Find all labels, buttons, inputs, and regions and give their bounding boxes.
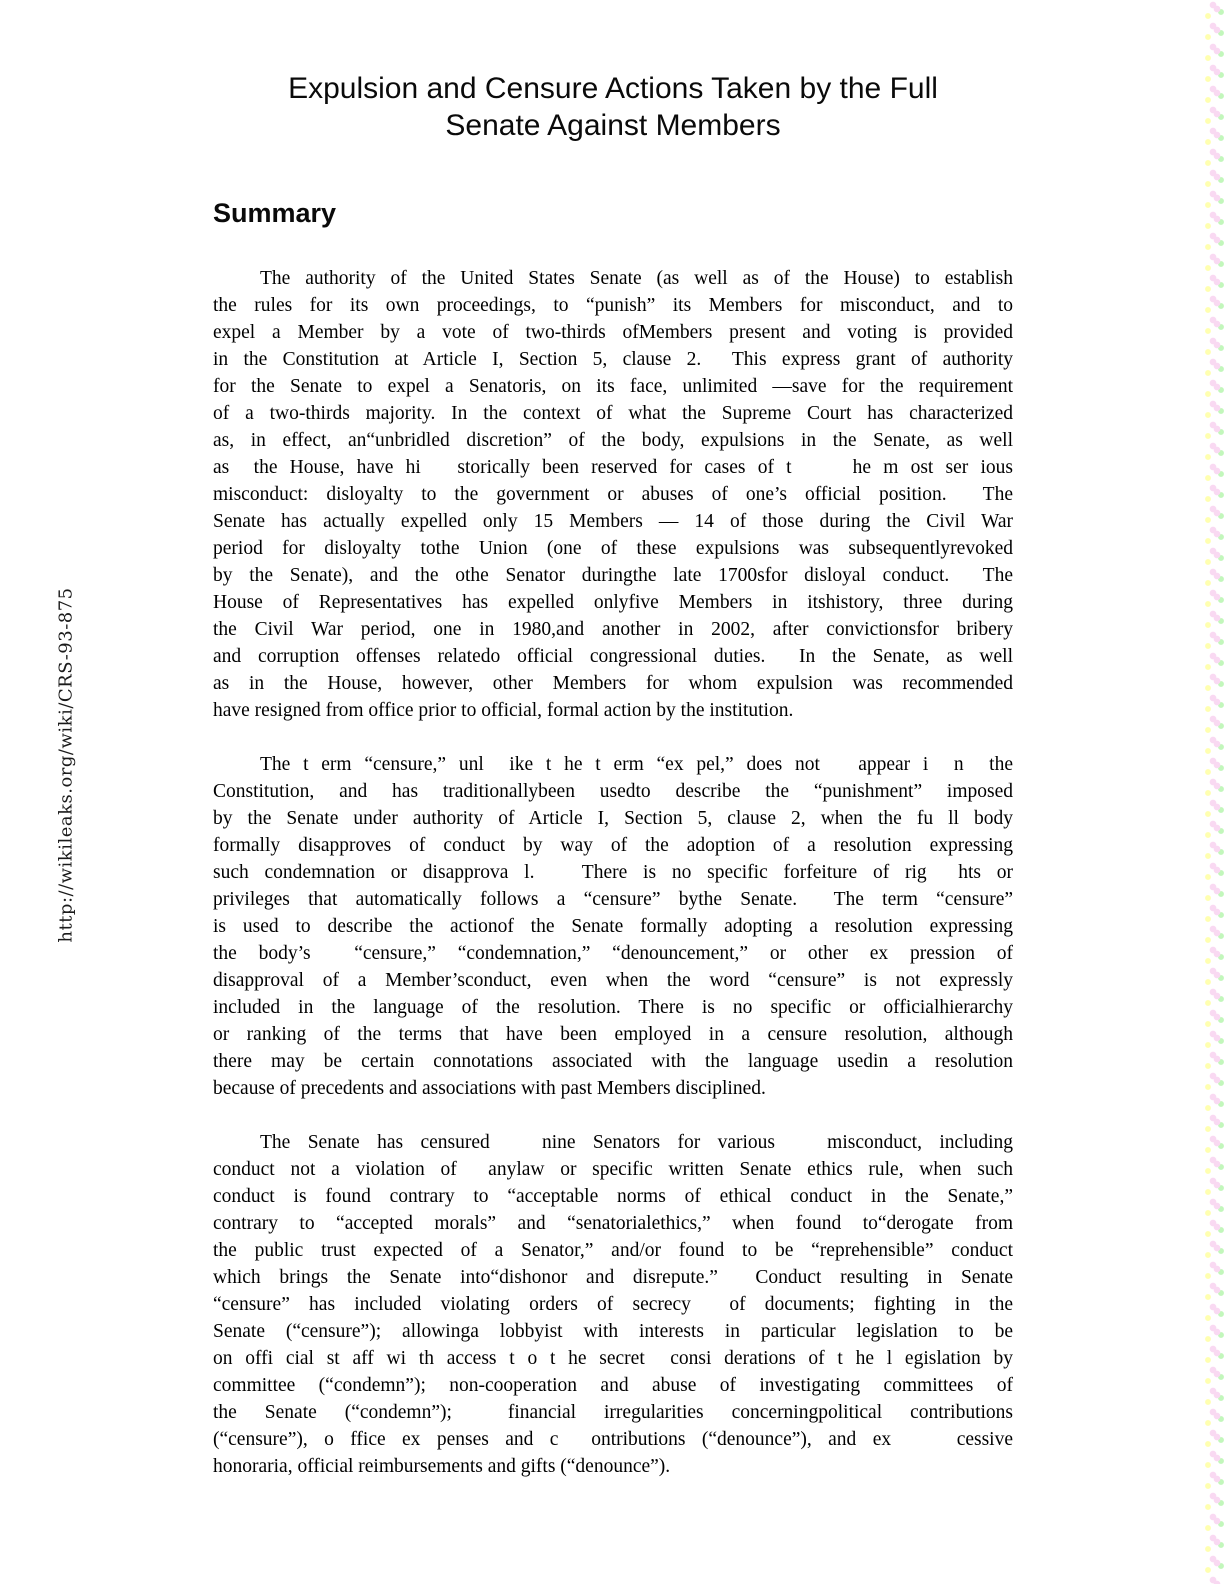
watermark-edge-pattern [1204,0,1224,1584]
text-line: of a two-thirds majority. In the context of what the Supreme Court has characterized [213,403,1013,424]
text-line: committee (“condemn”); non-cooperation and abuse of investigating committees of [213,1375,1013,1396]
page-title-line-2: Senate Against Members [445,109,781,142]
text-line: the Civil War period, one in 1980,and another in 2002, after convictionsfor bribery [213,619,1013,640]
paragraph-1 [213,265,1013,724]
text-line: The Senate has censured nine Senators for various misconduct, including [260,1132,1013,1153]
text-line: conduct not a violation of anylaw or specific written Senate ethics rule, when such [213,1159,1013,1180]
text-line: disapproval of a Member’sconduct, even when the word “censure” is not expressly [213,970,1013,991]
text-line: contrary to “accepted morals” and “senatorialethics,” when found to“derogate from [213,1213,1013,1234]
document-content [213,0,1013,1480]
text-line: Constitution, and has traditionallybeen usedto describe the “punishment” imposed [213,781,1013,802]
text-line: have resigned from office prior to official, formal action by the institution. [213,700,794,721]
text-line: which brings the Senate into“dishonor and disrepute.” Conduct resulting in Senate [213,1267,1013,1288]
page-title-line-1: Expulsion and Censure Actions Taken by the Full [288,72,938,105]
text-line: House of Representatives has expelled onlyfive Members in itshistory, three during [213,592,1013,613]
text-line: “censure” has included violating orders of secrecy of documents; fighting in the [213,1294,1013,1315]
summary-heading: Summary [213,198,337,228]
text-line: by the Senate), and the othe Senator duringthe late 1700sfor disloyal conduct. The [213,565,1013,586]
text-line: The t erm “censure,” unl ike t he t erm “ex pel,” does not appear i n the [260,754,1013,775]
text-line: and corruption offenses relatedo official congressional duties. In the Senate, as well [213,646,1013,667]
text-line: period for disloyalty tothe Union (one of these expulsions was subsequentlyrevoked [213,538,1013,559]
text-line: the Senate (“condemn”); financial irregularities concerningpolitical contributions [213,1402,1013,1423]
text-line: included in the language of the resolution. There is no specific or officialhierarchy [213,997,1013,1018]
text-line: conduct is found contrary to “acceptable norms of ethical conduct in the Senate,” [213,1186,1013,1207]
text-line: Senate has actually expelled only 15 Members — 14 of those during the Civil War [213,511,1013,532]
text-line: expel a Member by a vote of two-thirds ofMembers present and voting is provided [213,322,1013,343]
page-title [213,70,1013,144]
text-line: privileges that automatically follows a “censure” bythe Senate. The term “censure” [213,889,1013,910]
text-line: formally disapproves of conduct by way of the adoption of a resolution expressing [213,835,1013,856]
text-line: misconduct: disloyalty to the government or abuses of one’s official position. The [213,484,1013,505]
text-line: the body’s “censure,” “condemnation,” “denouncement,” or other ex pression of [213,943,1013,964]
text-line: there may be certain connotations associated with the language usedin a resolution [213,1051,1013,1072]
text-line: for the Senate to expel a Senatoris, on its face, unlimited —save for the requirement [213,376,1013,397]
text-line: by the Senate under authority of Article I, Section 5, clause 2, when the fu ll body [213,808,1013,829]
sidebar-source-url-text: http://wikileaks.org/wiki/CRS-93-875 [55,587,77,943]
text-line: because of precedents and associations with past Members disciplined. [213,1078,766,1099]
paragraph-2 [213,751,1013,1102]
text-line: or ranking of the terms that have been employed in a censure resolution, although [213,1024,1013,1045]
text-line: the public trust expected of a Senator,” and/or found to be “reprehensible” conduct [213,1240,1013,1261]
text-line: as the House, have hi storically been reserved for cases of t he m ost ser ious [213,457,1013,478]
text-line: The authority of the United States Senate (as well as of the House) to establish [260,268,1013,289]
text-line: such condemnation or disapprova l. There is no specific forfeiture of rig hts or [213,862,1013,883]
paragraph-3 [213,1129,1013,1480]
text-line: on offi cial st aff wi th access t o t he secret consi derations of t he l egislation by [213,1348,1013,1369]
text-line: in the Constitution at Article I, Section 5, clause 2. This express grant of authority [213,349,1013,370]
text-line: (“censure”), o ffice ex penses and c ontributions (“denounce”), and ex cessive [213,1429,1013,1450]
text-line: honoraria, official reimbursements and gifts (“denounce”). [213,1456,671,1477]
text-line: as in the House, however, other Members for whom expulsion was recommended [213,673,1013,694]
text-line: the rules for its own proceedings, to “punish” its Members for misconduct, and to [213,295,1013,316]
text-line: Senate (“censure”); allowinga lobbyist with interests in particular legislation to be [213,1321,1013,1342]
text-line: is used to describe the actionof the Senate formally adopting a resolution expressing [213,916,1013,937]
text-line: as, in effect, an“unbridled discretion” of the body, expulsions in the Senate, as well [213,430,1013,451]
